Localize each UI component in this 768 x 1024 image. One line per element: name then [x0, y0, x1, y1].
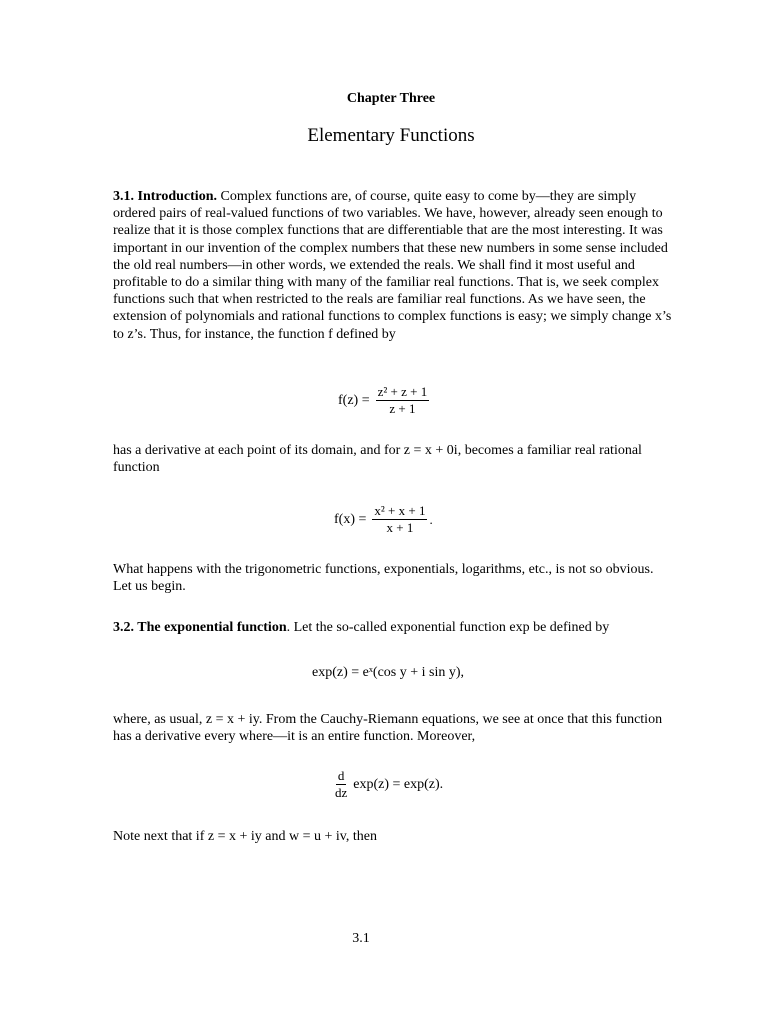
exponential-intro — [113, 619, 673, 636]
equation-f-of-x — [334, 504, 433, 535]
equation-exp-definition — [312, 665, 464, 681]
fraction-denominator: z + 1 — [389, 401, 416, 416]
note-next-line: Note next that if z = x + iy and w = u + iv, then — [113, 829, 377, 844]
equation-f-of-z — [338, 385, 429, 416]
derivative-denominator: dz — [335, 785, 348, 800]
fraction — [376, 385, 430, 416]
section-heading-3-2: 3.2. The exponential function — [113, 620, 287, 635]
derivative-numerator: d — [337, 768, 345, 783]
derivative-rhs: exp(z) = exp(z). — [353, 776, 444, 792]
chapter-title: Elementary Functions — [307, 125, 475, 146]
derivative-fraction — [333, 769, 349, 800]
fraction-denominator: x + 1 — [386, 520, 414, 535]
exponential-intro-text: . Let the so-called exponential function exp be defined by — [286, 620, 610, 635]
section-heading-3-1: 3.1. Introduction. — [113, 189, 217, 204]
equation-lhs: f(x) = — [334, 511, 367, 527]
equation-derivative-exp — [333, 769, 443, 800]
cauchy-riemann-paragraph: where, as usual, z = x + iy. From the Cauchy-Riemann equations, we see at once that this function has a derivative every where—it is an entire function. Moreover, — [113, 712, 663, 745]
fraction — [372, 504, 427, 535]
equation-period: . — [429, 511, 433, 527]
chapter-label: Chapter Three — [346, 91, 436, 106]
fraction-numerator: x² + x + 1 — [374, 503, 426, 518]
equation-exp: exp(z) = eˣ(cos y + i sin y), — [312, 665, 465, 680]
equation-lhs: f(z) = — [338, 392, 370, 408]
fraction-numerator: z² + z + 1 — [377, 384, 428, 399]
derivative-paragraph: has a derivative at each point of its domain, and for z = x + 0i, becomes a familiar real rational function — [113, 443, 642, 476]
closing-paragraph: What happens with the trigonometric functions, exponentials, logarithms, etc., is not so obvious. Let us begin. — [113, 562, 654, 595]
page-number: 3.1 — [352, 931, 370, 946]
intro-text: Complex functions are, of course, quite easy to come by—they are simply ordered pairs of real-valued functions of two variables. We have, however, already seen enough to realize that it is those complex functions that are differentiable that are the most interesting. It was important in our invention of the complex numbers that these new numbers in some sense included the old real numbers—in other words, we extended the reals. We shall find it most useful and profitable to do a similar thing with many of the familiar real functions. That is, we seek complex functions such that when restricted to the reals are familiar real functions. As we have seen, the extension of polynomials and rational functions to complex functions is easy; we simply change x’s to z’s. Thus, for instance, the function f defined by — [113, 189, 672, 342]
intro-paragraph — [113, 188, 673, 343]
